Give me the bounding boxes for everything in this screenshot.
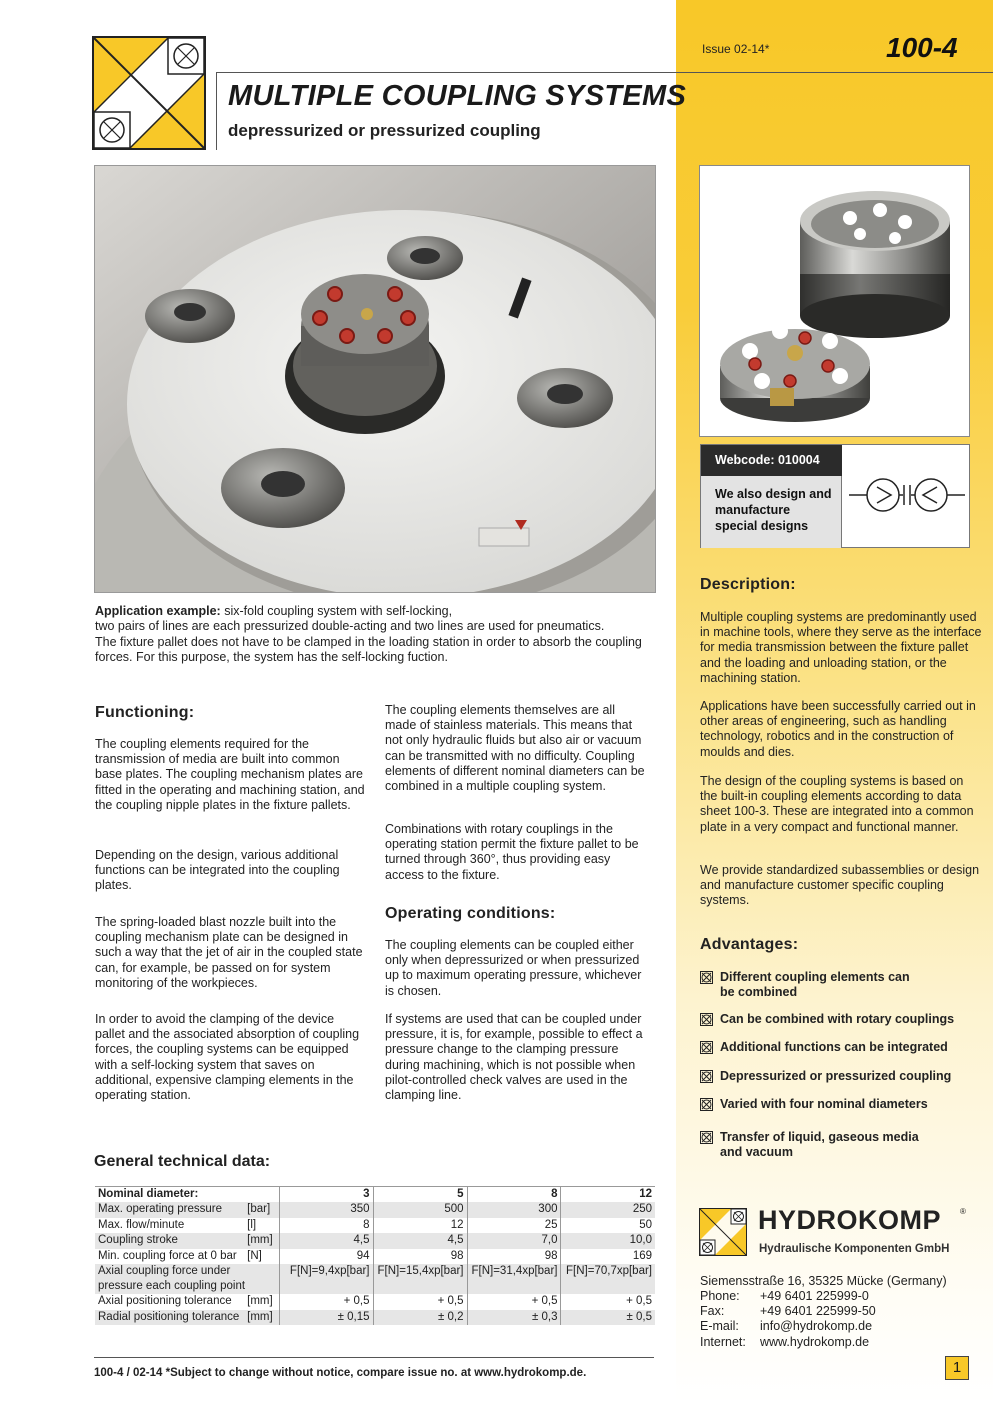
page-subtitle: depressurized or pressurized coupling [228, 121, 541, 140]
checkbox-cross-icon [700, 1131, 713, 1144]
functioning-p1: The coupling elements required for the transmission of media are built into common base plates. The coupling mechanism plates are fitted in the operating and machining station, and the coupling nipple plates in the fixture pallets. [95, 737, 365, 812]
checkbox-cross-icon [700, 1041, 713, 1054]
webcode-panel [701, 476, 842, 548]
product-photo [699, 165, 970, 437]
functioning-p5: The coupling elements themselves are all made of stainless materials. This means that not only hydraulic fluids but also air or vacuum can be transmitted with no difficulty. Coupling elements of different nominal diameters can be combined in a multiple coupling system. [385, 703, 645, 794]
table-row: Radial positioning tolerance [mm] ± 0,15 ± 0,2 ± 0,3 ± 0,5 [95, 1310, 655, 1326]
hydrokomp-logo-icon [699, 1208, 747, 1256]
caption-line3: The fixture pallet does not have to be clamped in the loading station in order to absorb the coupling forces. For this purpose, the system has the self-locking fuction. [95, 634, 642, 665]
checkbox-cross-icon [700, 971, 713, 984]
advantage-item: Transfer of liquid, gaseous media and vacuum [700, 1130, 940, 1160]
contact-row: E-mail: info@hydrokomp.de [700, 1319, 873, 1334]
description-heading: Description: [700, 576, 796, 593]
special-designs-note: We also design and manufacture special designs [715, 487, 832, 533]
tech-data-table [95, 1186, 655, 1325]
application-photo [94, 165, 656, 593]
footer-note: 100-4 / 02-14 *Subject to change without notice, compare issue no. at www.hydrokomp.de. [94, 1367, 587, 1379]
page-title: MULTIPLE COUPLING SYSTEMS [228, 80, 687, 112]
header-rule [216, 72, 993, 73]
phone-number[interactable]: +49 6401 225999-0 [760, 1289, 869, 1303]
fax-number: +49 6401 225999-50 [760, 1304, 876, 1319]
company-subtitle: Hydraulische Komponenten GmbH [759, 1243, 950, 1255]
operating-heading: Operating conditions: [385, 905, 556, 922]
company-logo-icon [92, 36, 206, 150]
advantage-item: Depressurized or pressurized coupling [700, 1069, 982, 1084]
checkbox-cross-icon [700, 1013, 713, 1026]
functioning-p3: The spring-loaded blast nozzle built into the coupling mechanism plate can be designed in such a way that the jet of air in the coupled state can, for example, be passed on for system monitoring of the workpieces. [95, 915, 363, 990]
contact-list [700, 1289, 876, 1350]
company-address: Siemensstraße 16, 35325 Mücke (Germany) [700, 1274, 947, 1288]
table-row: Max. flow/minute [l] 8 12 25 50 [95, 1218, 655, 1234]
table-row: Axial coupling force under pressure each coupling point F[N]=9,4xp[bar] F[N]=15,4xp[bar] F[N]=31,4xp[bar] F[N]=70,7xp[bar] [95, 1264, 655, 1294]
description-p2: Applications have been successfully carried out in other areas of engineering, such as handling technology, robotics and in the construction of moulds and dies. [700, 699, 976, 759]
advantage-item: Additional functions can be integrated [700, 1040, 982, 1055]
contact-row: Phone: +49 6401 225999-0 [700, 1289, 869, 1303]
header-divider [216, 72, 217, 150]
description-p1: Multiple coupling systems are predominantly used in machine tools, where they serve as the interface for media transmission between the fixture pallet and the loading and unloading station, or the machining station. [700, 610, 982, 685]
checkbox-cross-icon [700, 1098, 713, 1111]
table-row: Nominal diameter: 3 5 8 12 [95, 1187, 655, 1203]
email-link[interactable]: info@hydrokomp.de [760, 1319, 873, 1334]
functioning-p2: Depending on the design, various additional functions can be integrated into the coupling plates. [95, 848, 340, 893]
table-row: Axial positioning tolerance [mm] + 0,5 + 0,5 + 0,5 + 0,5 [95, 1294, 655, 1310]
description-p4: We provide standardized subassemblies or design and manufacture customer specific coupling systems. [700, 863, 980, 908]
company-name: HYDROKOMP [758, 1205, 942, 1235]
functioning-p4: In order to avoid the clamping of the device pallet and the associated absorption of coupling forces, the coupling systems can be equipped with a self-locking system that saves on additional, expensive clamping elements in the operating station. [95, 1012, 360, 1103]
caption-lead: Application example: [95, 604, 221, 618]
advantage-item: Can be combined with rotary couplings [700, 1012, 982, 1027]
operating-p2: If systems are used that can be coupled under pressure, it is, for example, possible to effect a pressure change to the clamping pressure during machining, which is not possible when pilot-controlled check valves are used in the clamping line. [385, 1012, 643, 1103]
checkbox-cross-icon [700, 1070, 713, 1083]
contact-row: Internet: www.hydrokomp.de [700, 1334, 870, 1349]
table-row: Coupling stroke [mm] 4,5 4,5 7,0 10,0 [95, 1233, 655, 1249]
issue-label: Issue 02-14* [702, 42, 770, 56]
footer-rule [94, 1357, 654, 1358]
table-row: Max. operating pressure [bar] 350 500 300 250 [95, 1202, 655, 1218]
tech-data-heading: General technical data: [94, 1153, 271, 1170]
photo-caption [95, 604, 655, 666]
website-link[interactable]: www.hydrokomp.de [760, 1334, 870, 1349]
webcode-label[interactable]: Webcode: 010004 [701, 445, 842, 476]
document-number: 100-4 [886, 32, 958, 63]
registered-mark: ® [960, 1207, 966, 1216]
caption-line2: two pairs of lines are each pressurized double-acting and two lines are used for pneumatics. [95, 619, 605, 634]
table-row: Min. coupling force at 0 bar [N] 94 98 98 169 [95, 1249, 655, 1265]
operating-p1: The coupling elements can be coupled either only when depressurized or when pressurized up to maximum operating pressure, whichever is chosen. [385, 938, 642, 998]
advantages-heading: Advantages: [700, 936, 799, 953]
description-p3: The design of the coupling systems is based on the built-in coupling elements according to data sheet 100-3. These are integrated into a common plate in a very compact and functional manner. [700, 774, 974, 834]
caption-rest: six-fold coupling system with self-locking, [220, 604, 453, 618]
functioning-heading: Functioning: [95, 704, 195, 721]
coupling-symbol-icon [849, 475, 965, 515]
page-number: 1 [945, 1356, 969, 1380]
webcode-box [700, 444, 970, 548]
functioning-p6: Combinations with rotary couplings in the operating station permit the fixture pallet to be turned through 360°, thus providing easy access to the fixture. [385, 822, 639, 882]
advantage-item: Different coupling elements can be combined [700, 970, 910, 1000]
contact-row: Fax: +49 6401 225999-50 [700, 1304, 876, 1319]
advantage-item: Varied with four nominal diameters [700, 1097, 982, 1112]
